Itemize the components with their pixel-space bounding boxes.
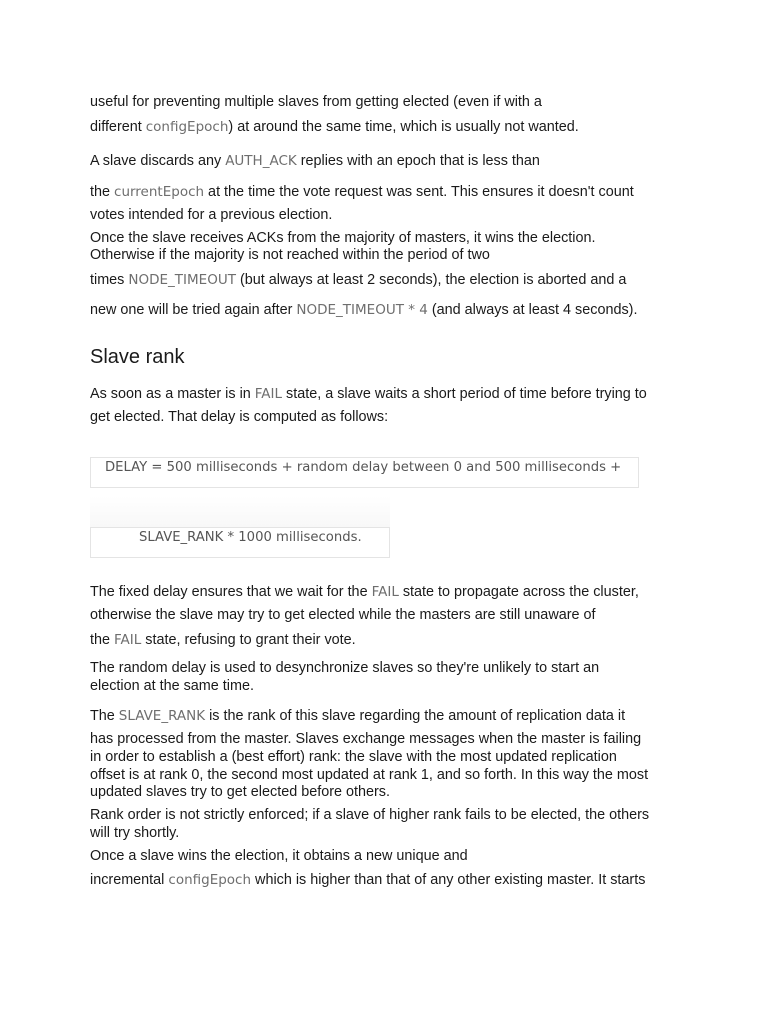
- inline-code: NODE_TIMEOUT: [128, 272, 236, 288]
- text-span: new one will be tried again after: [90, 302, 297, 318]
- text-line: offset is at rank 0, the second most updated at rank 1, and so forth. In this way the most: [90, 767, 649, 783]
- text-span: As soon as a master is in: [90, 386, 255, 402]
- text-line: otherwise the slave may try to get elected while the masters are still unaware of: [90, 607, 596, 623]
- inline-code: configEpoch: [145, 119, 229, 135]
- text-line: in order to establish a (best effort) rank: the slave with the most updated replication: [90, 749, 617, 765]
- text-span: the: [90, 632, 115, 648]
- text-line: has processed from the master. Slaves exchange messages when the master is failing: [90, 731, 642, 747]
- inline-code: SLAVE_RANK: [118, 708, 206, 724]
- text-span: times: [90, 272, 129, 288]
- text-line: get elected. That delay is computed as follows:: [90, 409, 389, 425]
- text-span: ) at around the same time, which is usually not wanted.: [228, 119, 579, 135]
- text-line: [90, 632, 356, 649]
- text-span: The: [90, 708, 119, 724]
- inline-code: FAIL: [371, 584, 399, 600]
- text-line: [90, 584, 639, 601]
- text-line: votes intended for a previous election.: [90, 207, 333, 223]
- text-span: incremental: [90, 872, 169, 888]
- code-block-line-2: SLAVE_RANK * 1000 milliseconds.: [90, 527, 390, 558]
- inline-code: FAIL: [114, 632, 142, 648]
- text-span: replies with an epoch that is less than: [296, 153, 540, 169]
- text-span: (but always at least 2 seconds), the election is aborted and a: [235, 272, 627, 288]
- text-line: election at the same time.: [90, 678, 254, 694]
- text-span: A slave discards any: [90, 153, 226, 169]
- text-span: The fixed delay ensures that we wait for the: [90, 584, 372, 600]
- text-line: Once a slave wins the election, it obtains a new unique and: [90, 848, 468, 864]
- inline-code: FAIL: [254, 386, 283, 402]
- text-span: (and always at least 4 seconds).: [427, 302, 638, 318]
- code-block-line-1: DELAY = 500 milliseconds + random delay between 0 and 500 milliseconds +: [90, 457, 639, 488]
- section-heading: Slave rank: [90, 346, 185, 368]
- text-line: [90, 153, 540, 170]
- text-line: Once the slave receives ACKs from the majority of masters, it wins the election.: [90, 230, 596, 246]
- text-line: [90, 302, 637, 319]
- text-line: Otherwise if the majority is not reached within the period of two: [90, 247, 490, 263]
- text-span: state, a slave waits a short period of time before trying to: [282, 386, 647, 402]
- text-span: the: [90, 184, 115, 200]
- text-span: different: [90, 119, 146, 135]
- text-line: [90, 119, 579, 136]
- text-span: at the time the vote request was sent. This ensures it doesn't count: [204, 184, 634, 200]
- text-line: will try shortly.: [90, 825, 180, 841]
- text-line: [90, 708, 625, 725]
- text-line: The random delay is used to desynchronize slaves so they're unlikely to start an: [90, 660, 600, 676]
- text-line: [90, 184, 634, 201]
- text-line: [90, 386, 647, 403]
- text-span: is the rank of this slave regarding the amount of replication data it: [205, 708, 626, 724]
- text-line: updated slaves try to get elected before others.: [90, 784, 390, 800]
- text-line: [90, 872, 645, 889]
- text-span: state to propagate across the cluster,: [398, 584, 639, 600]
- text-line: [90, 272, 626, 289]
- inline-code: configEpoch: [168, 872, 252, 888]
- text-line: Rank order is not strictly enforced; if a slave of higher rank fails to be elected, the others: [90, 807, 650, 823]
- inline-code: AUTH_ACK: [225, 153, 297, 169]
- text-line: useful for preventing multiple slaves from getting elected (even if with a: [90, 94, 542, 110]
- text-span: state, refusing to grant their vote.: [141, 632, 356, 648]
- inline-code: currentEpoch: [114, 184, 205, 200]
- inline-code: NODE_TIMEOUT * 4: [296, 302, 428, 318]
- text-span: which is higher than that of any other existing master. It starts: [251, 872, 646, 888]
